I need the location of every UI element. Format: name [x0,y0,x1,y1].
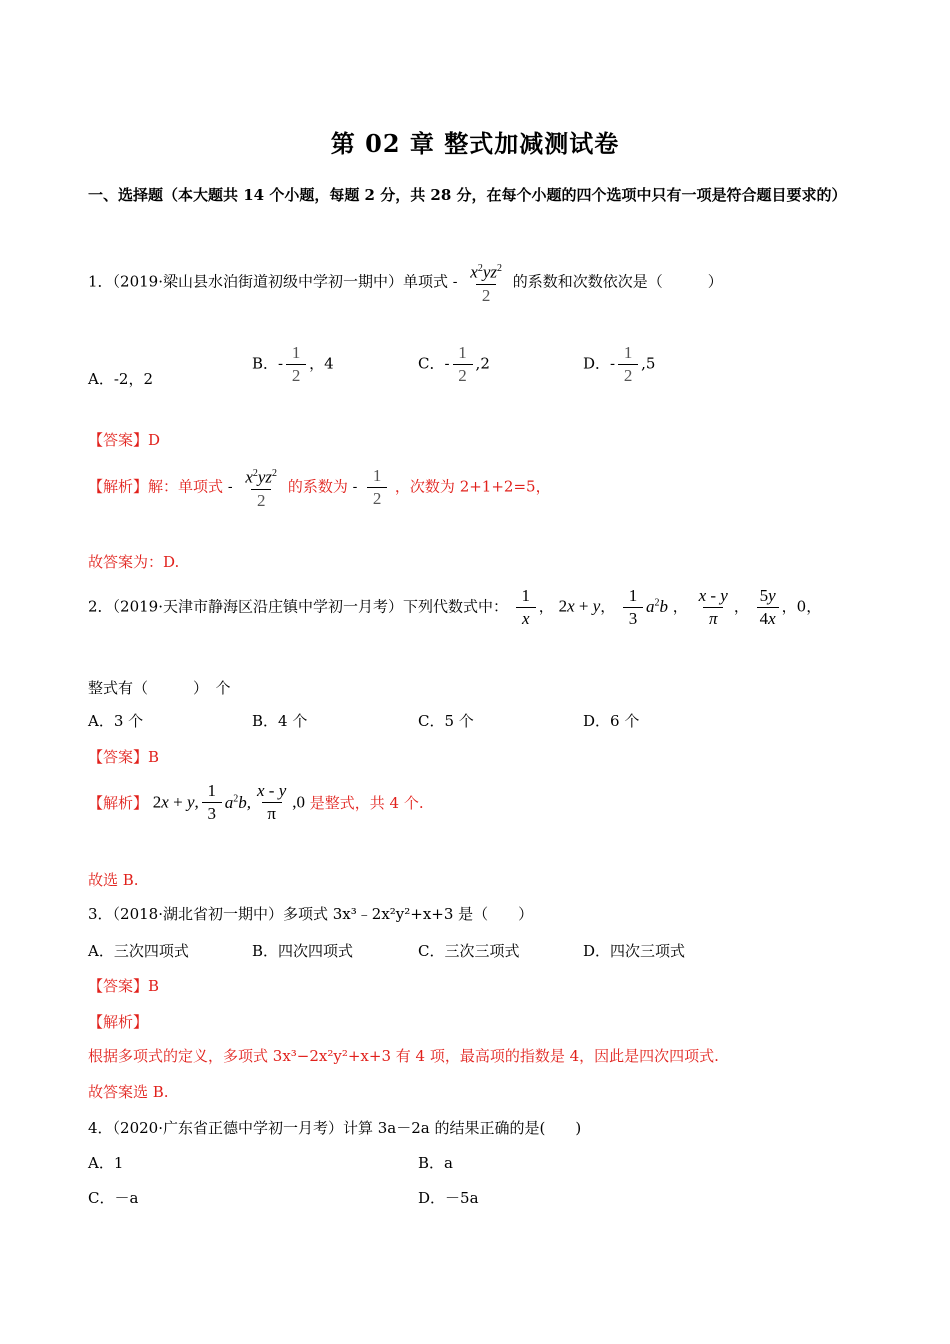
question-2: 2．（2019·天津市静海区沿庄镇中学初一月考）下列代数式中： $\frac{1}{x}$ ， 2x + y， $\frac{1}{3}$ $a^2b$ ， $\frac{x - y}{\pi}$ ， $\frac{5y}{4x}$ ，0， [88,586,822,628]
question-3: 3．（2018·湖北省初一期中）多项式 3x³﹣2x²y²+x+3 是（ ） [88,905,534,923]
q3-option-d: D．四次三项式 [583,942,686,960]
q1-option-a: A．-2，2 [88,370,153,388]
q2-answer: 【答案】B [88,748,160,766]
section-heading: 一、选择题（本大题共 14 个小题，每题 2 分，共 28 分，在每个小题的四个选项中只有一项是符合题目要求的） [88,186,847,204]
q2-conclusion: 故选 B. [88,871,139,889]
q1-answer: 【答案】D [88,431,161,449]
monomial-fraction: $\frac{x^2yz^2}{2}$ [470,262,503,305]
q3-analysis-text: 根据多项式的定义，多项式 3x³−2x²y²+x+3 有 4 项，最高项的指数是 4，因此是四次四项式. [88,1047,719,1065]
q3-option-b: B．四次四项式 [252,942,354,960]
question-4: 4．（2020·广东省正德中学初一月考）计算 3a－2a 的结果正确的是( ) [88,1119,582,1137]
q2-option-a: A．3 个 [88,712,144,730]
q4-option-a: A．1 [88,1154,124,1172]
q3-analysis-label: 【解析】 [88,1013,149,1031]
q2-option-b: B．4 个 [252,712,308,730]
q1-conclusion: 故答案为：D. [88,553,180,571]
q3-answer: 【答案】B [88,977,160,995]
q1-option-b: B．- $\frac{1}{2}$ ，4 [252,343,334,385]
q1-analysis: 【解析】解：单项式 - $\frac{x^2yz^2}{2}$ 的系数为 - $\frac{1}{2}$ ，次数为 2+1+2=5， [88,465,551,510]
q1-option-d: D．- $\frac{1}{2}$ ,5 [583,343,656,385]
q4-option-d: D．－5a [418,1189,479,1207]
question-1: 1．（2019·梁山县水泊街道初级中学初一期中）单项式 - $\frac{x^2yz^2}{2}$ 的系数和次数依次是（ ） [88,258,723,307]
q2-option-c: C．5 个 [418,712,474,730]
q2-analysis: 【解析】 2x + y, $\frac{1}{3}$ $a^2b$, $\frac{x - y}{\pi}$ ,0 是整式，共 4 个. [88,781,424,823]
q4-option-b: B．a [418,1154,453,1172]
question-1-prefix: 1．（2019·梁山县水泊街道初级中学初一期中）单项式 [88,272,448,291]
q3-conclusion: 故答案选 B. [88,1083,169,1101]
page-title: 第 02 章 整式加减测试卷 [330,129,620,158]
q4-option-c: C．－a [88,1189,139,1207]
q3-option-a: A．三次四项式 [88,942,189,960]
q2-option-d: D．6 个 [583,712,640,730]
question-1-suffix: 的系数和次数依次是（ ） [512,272,723,291]
q2-line2: 整式有（ ） 个 [88,679,231,697]
q1-option-c: C．- $\frac{1}{2}$ ,2 [418,343,490,385]
q3-option-c: C．三次三项式 [418,942,520,960]
